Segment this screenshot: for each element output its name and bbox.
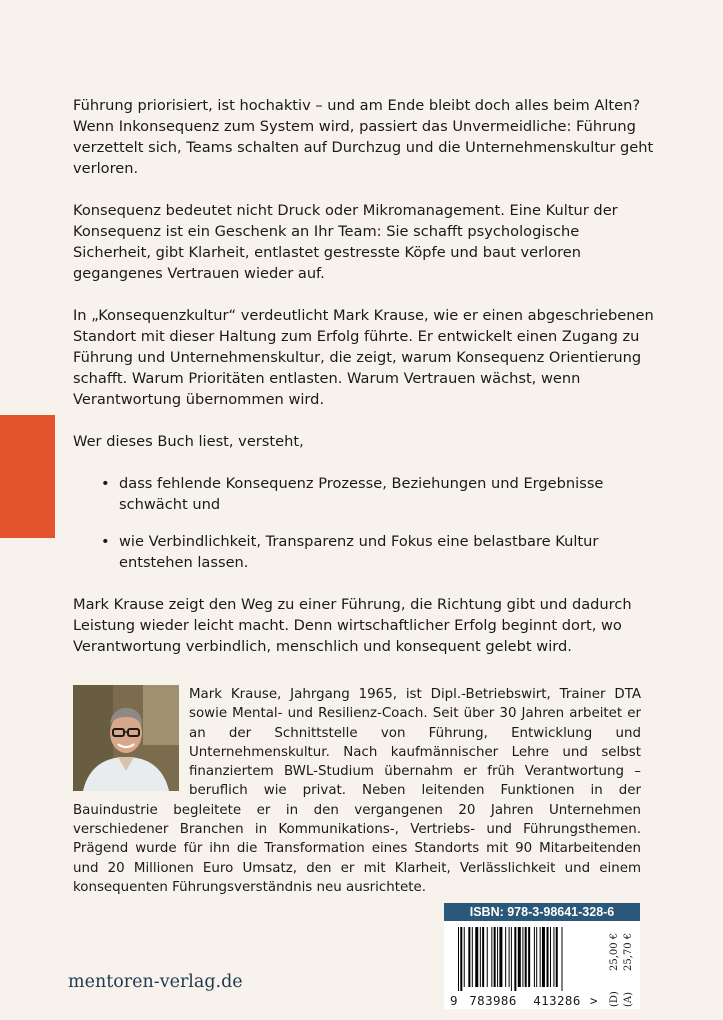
price-de-value: 25,00 € xyxy=(609,932,620,971)
list-item xyxy=(101,473,658,515)
barcode-bar xyxy=(487,927,488,987)
accent-bar xyxy=(0,415,55,538)
barcode-bar xyxy=(468,927,470,987)
barcode-bar xyxy=(556,927,558,987)
blurb-paragraph-1: Führung priorisiert, ist hochaktiv – und am Ende bleibt doch alles beim Alten? Wenn Inkonsequenz zum System wird, passiert das Unvermeidliche: Führung verzettelt sich, Teams schalten auf Durchzug und die Unternehmenskultur geht verloren. xyxy=(73,97,654,177)
barcode-bar xyxy=(505,927,506,987)
blurb xyxy=(73,95,658,678)
barcode-bar xyxy=(553,927,554,987)
barcode-bar xyxy=(472,927,473,987)
country-at-label: (A) xyxy=(623,991,634,1007)
bullet-icon: • xyxy=(101,533,110,550)
barcode-bar xyxy=(458,927,459,991)
blurb-paragraph-2: Konsequenz bedeutet nicht Druck oder Mikromanagement. Eine Kultur der Konsequenz ist ein Geschenk an Ihr Team: Sie schafft psychologische Sicherheit, gibt Klarheit, entlastet gestresste Köpfe und baut verloren gegangenes Vertrauen wieder auf. xyxy=(73,202,618,282)
barcode-bar xyxy=(536,927,537,987)
isbn-label: ISBN: 978-3-98641-328-6 xyxy=(444,903,640,921)
barcode-bar xyxy=(491,927,492,987)
barcode-bar xyxy=(547,927,549,987)
barcode-bar xyxy=(482,927,484,987)
isbn-block xyxy=(444,903,640,1009)
bullet-icon: • xyxy=(101,475,110,492)
author-photo xyxy=(73,685,179,791)
publisher-url[interactable]: mentoren-verlag.de xyxy=(68,972,243,992)
author-bio: Mark Krause, Jahrgang 1965, ist Dipl.-Betriebswirt, Trainer DTA sowie Mental- und Resilienz-Coach. Seit über 30 Jahren arbeitet er an der Schnittstelle von Führung, Entwicklung und Unternehmenskultur. Nach kaufmännischer Lehre und selbst finanziertem BWL-Studium übernahm er früh Verantwortung – beruflich wie privat. Neben leitenden Funktionen in der Bauindustrie begleitete er in den vergangenen 20 Jahren Unternehmen verschiedener Branchen in Kommunikations-, Vertriebs- und Führungsthemen. Prägend wurde für ihn die Transformation eines Standorts mit 90 Mitarbeitenden und 20 Millionen Euro Umsatz, den er mit Klarheit, Verlässlichkeit und einem konsequenten Führungsverständnis neu ausrichtete. xyxy=(73,687,641,895)
barcode-bar xyxy=(460,927,462,991)
barcode-icon xyxy=(450,927,600,991)
barcode-bar xyxy=(540,927,541,987)
barcode-bar xyxy=(528,927,530,987)
barcode-panel xyxy=(444,921,640,1009)
barcode-bar xyxy=(550,927,551,987)
benefit-list xyxy=(73,473,658,573)
blurb-closing: Mark Krause zeigt den Weg zu einer Führung, die Richtung gibt und dadurch Leistung wieder leicht macht. Denn wirtschaftlicher Erfolg beginnt dort, wo Verantwortung verbindlich, menschlich und konsequent gelebt wird. xyxy=(73,596,632,655)
barcode-bar xyxy=(522,927,523,987)
list-item-text: wie Verbindlichkeit, Transparenz und Fokus eine belastbare Kultur entstehen lassen. xyxy=(119,533,599,571)
barcode-bar xyxy=(499,927,502,987)
blurb-paragraph-4: Wer dieses Buch liest, versteht, xyxy=(73,433,304,450)
barcode-bar xyxy=(562,927,563,991)
barcode-bar xyxy=(514,927,516,991)
barcode-digit-group: 9 xyxy=(450,993,458,1008)
barcode-bar xyxy=(480,927,481,987)
barcode-bar xyxy=(497,927,498,987)
price-at-value: 25,70 € xyxy=(623,932,634,971)
list-item xyxy=(101,531,658,573)
barcode-bar xyxy=(511,927,512,991)
blurb-paragraph-3: In „Konsequenzkultur“ verdeutlicht Mark Krause, wie er einen abgeschriebenen Standort mit dieser Haltung zum Erfolg führte. Er entwickelt einen Zugang zu Führung und Unternehmenskultur, die zeigt, warum Konsequenz Orientierung schafft. Warum Prioritäten entlasten. Warum Vertrauen wächst, wenn Verantwortung übernommen wird. xyxy=(73,307,654,408)
barcode-bar xyxy=(518,927,521,987)
list-item-text: dass fehlende Konsequenz Prozesse, Beziehungen und Ergebnisse schwächt und xyxy=(119,475,604,513)
barcode-digit-group: 413286 xyxy=(533,993,581,1008)
barcode-bar xyxy=(509,927,510,987)
author-portrait-icon xyxy=(73,685,179,791)
barcode-bar xyxy=(525,927,527,987)
barcode-digits xyxy=(450,993,600,1008)
barcode-bar xyxy=(475,927,478,987)
barcode-bar xyxy=(494,927,496,987)
price-de xyxy=(609,927,623,1009)
barcode-digit-group: 783986 xyxy=(469,993,517,1008)
barcode-bar xyxy=(464,927,465,987)
barcode-bar xyxy=(542,927,545,987)
author-section xyxy=(73,685,641,897)
price-at xyxy=(623,927,637,1009)
barcode-bar xyxy=(534,927,535,987)
barcode-digit-group: > xyxy=(590,993,598,1008)
country-de-label: (D) xyxy=(609,991,620,1007)
